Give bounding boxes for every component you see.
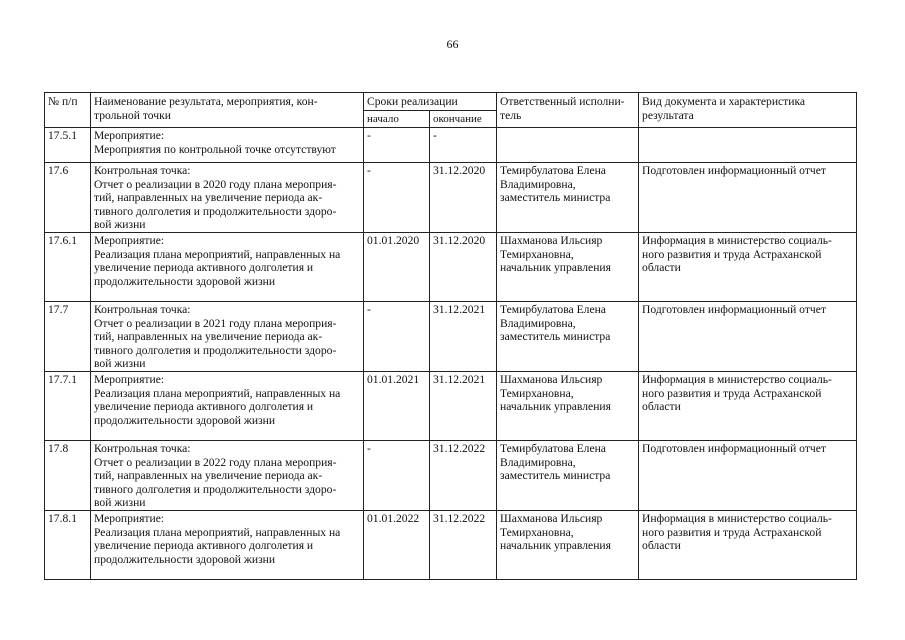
table-header-row (45, 93, 857, 111)
row-end-date: 31.12.2021 (430, 372, 497, 441)
header-end: окончание (430, 111, 497, 128)
row-document: Подготовлен информационный отчет (639, 163, 857, 233)
page-number: 66 (446, 37, 459, 51)
row-start-date: 01.01.2021 (364, 372, 430, 441)
table-row (45, 163, 857, 233)
row-executor: Шахманова Ильсияр Темирхановна, начальник управления (497, 233, 639, 302)
row-end-date: 31.12.2020 (430, 163, 497, 233)
row-document: Информация в министерство социаль- ного развития и труда Астраханской области (639, 372, 857, 441)
row-executor: Шахманова Ильсияр Темирхановна, начальник управления (497, 372, 639, 441)
row-document: Информация в министерство социаль- ного развития и труда Астраханской области (639, 511, 857, 580)
table-row (45, 233, 857, 302)
row-executor: Шахманова Ильсияр Темирхановна, начальник управления (497, 511, 639, 580)
row-document: Подготовлен информационный отчет (639, 302, 857, 372)
header-num: № п/п (45, 93, 91, 128)
row-start-date: - (364, 128, 430, 163)
row-document: Информация в министерство социаль- ного развития и труда Астраханской области (639, 233, 857, 302)
row-executor (497, 128, 639, 163)
header-doc: Вид документа и характеристика результата (639, 93, 857, 128)
header-start: начало (364, 111, 430, 128)
table-row (45, 511, 857, 580)
row-executor: Темирбулатова Елена Владимировна, заместитель министра (497, 163, 639, 233)
row-number: 17.8.1 (45, 511, 91, 580)
row-start-date: 01.01.2022 (364, 511, 430, 580)
row-executor: Темирбулатова Елена Владимировна, заместитель министра (497, 441, 639, 511)
row-end-date: 31.12.2021 (430, 302, 497, 372)
row-number: 17.6.1 (45, 233, 91, 302)
row-number: 17.6 (45, 163, 91, 233)
row-document (639, 128, 857, 163)
row-name: Контрольная точка: Отчет о реализации в 2022 году плана мероприя- тий, направленных на увеличение периода ак- тивного долголетия и продолжительности здоро- вой жизни (91, 441, 364, 511)
row-start-date: - (364, 441, 430, 511)
row-number: 17.7 (45, 302, 91, 372)
row-end-date: 31.12.2022 (430, 441, 497, 511)
row-name: Контрольная точка: Отчет о реализации в 2021 году плана мероприя- тий, направленных на увеличение периода ак- тивного долголетия и продолжительности здоро- вой жизни (91, 302, 364, 372)
table-row (45, 302, 857, 372)
row-end-date: 31.12.2022 (430, 511, 497, 580)
header-executor: Ответственный исполни- тель (497, 93, 639, 128)
row-name: Контрольная точка: Отчет о реализации в 2020 году плана мероприя- тий, направленных на увеличение периода ак- тивного долголетия и продолжительности здоро- вой жизни (91, 163, 364, 233)
row-document: Подготовлен информационный отчет (639, 441, 857, 511)
table-row (45, 441, 857, 511)
row-start-date: 01.01.2020 (364, 233, 430, 302)
row-name: Мероприятие: Реализация плана мероприятий, направленных на увеличение периода активного долголетия и продолжительности здоровой жизни (91, 372, 364, 441)
table-row (45, 128, 857, 163)
row-number: 17.7.1 (45, 372, 91, 441)
row-start-date: - (364, 302, 430, 372)
row-start-date: - (364, 163, 430, 233)
row-executor: Темирбулатова Елена Владимировна, заместитель министра (497, 302, 639, 372)
row-name: Мероприятие: Реализация плана мероприятий, направленных на увеличение периода активного долголетия и продолжительности здоровой жизни (91, 511, 364, 580)
row-number: 17.5.1 (45, 128, 91, 163)
implementation-plan-table (44, 92, 857, 580)
table-row (45, 372, 857, 441)
row-number: 17.8 (45, 441, 91, 511)
row-name: Мероприятие: Реализация плана мероприятий, направленных на увеличение периода активного долголетия и продолжительности здоровой жизни (91, 233, 364, 302)
row-end-date: 31.12.2020 (430, 233, 497, 302)
header-terms: Сроки реализации (364, 93, 497, 111)
row-name: Мероприятие: Мероприятия по контрольной точке отсутствуют (91, 128, 364, 163)
header-name: Наименование результата, мероприятия, кон- трольной точки (91, 93, 364, 128)
row-end-date: - (430, 128, 497, 163)
